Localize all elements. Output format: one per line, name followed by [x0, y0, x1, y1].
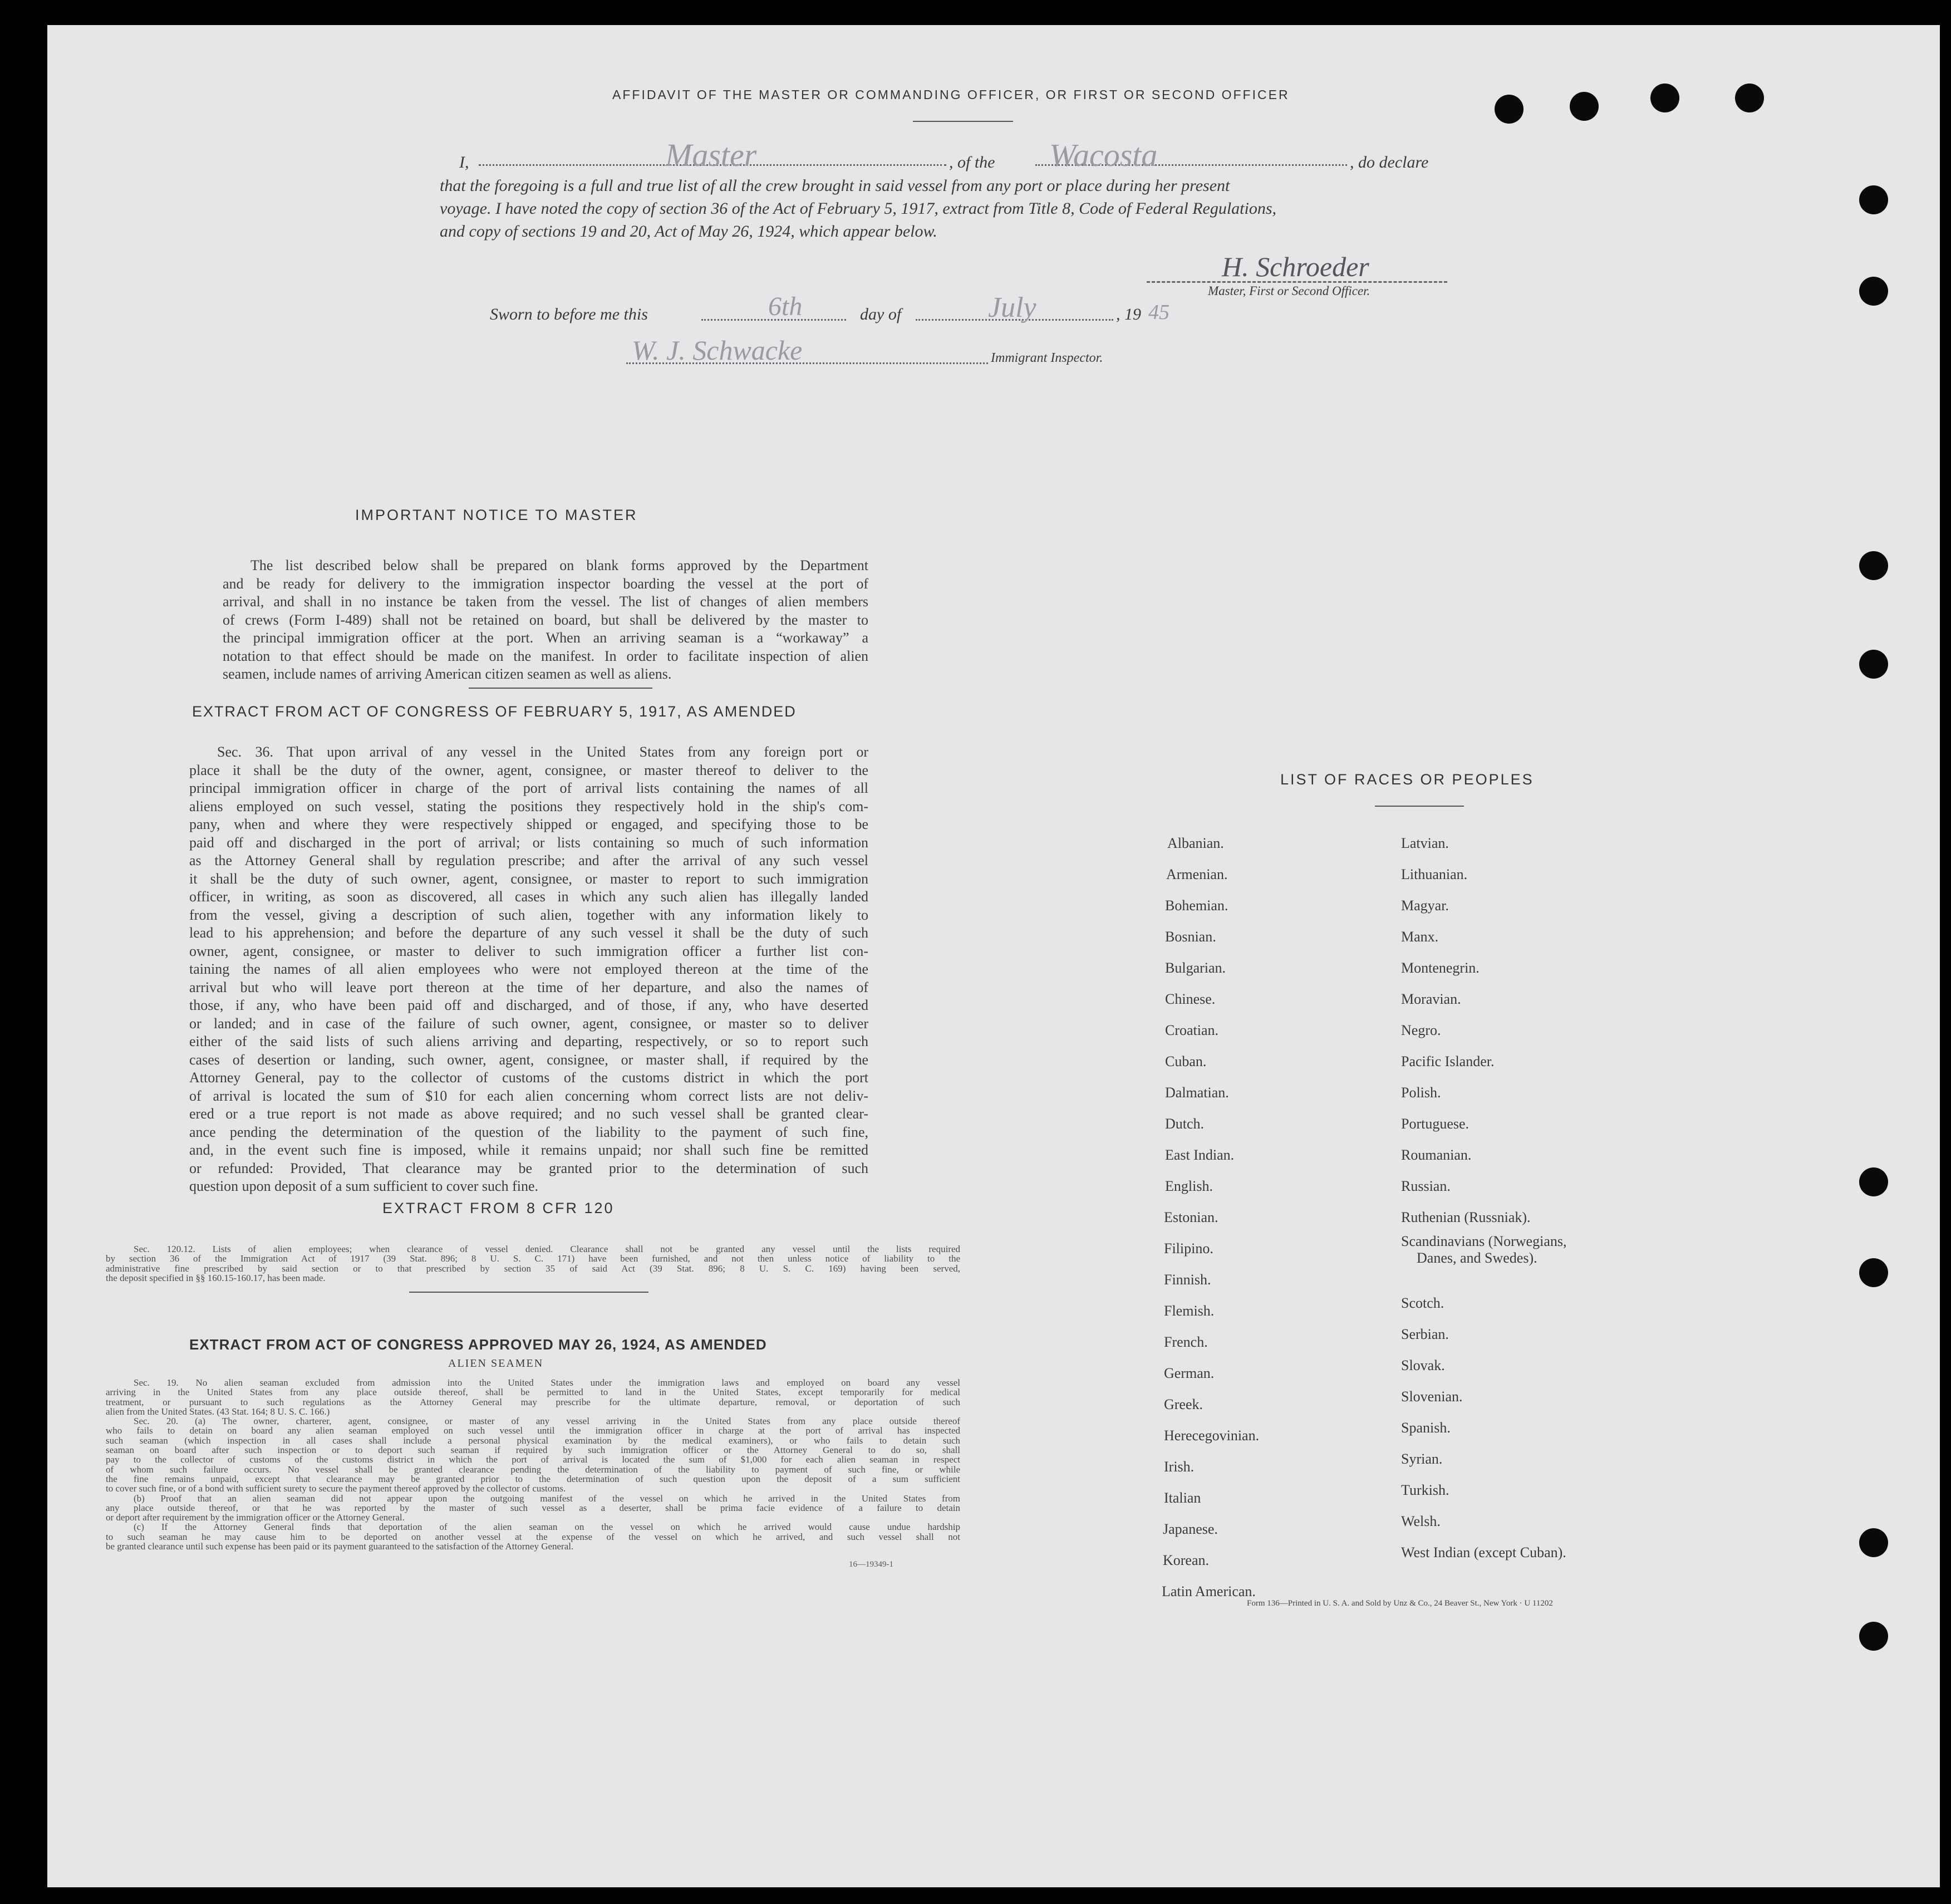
race-item: Slovak.	[1401, 1357, 1445, 1373]
punch-hole	[1859, 1528, 1888, 1557]
race-item: Moravian.	[1401, 991, 1461, 1007]
extract-1917-heading: EXTRACT FROM ACT OF CONGRESS OF FEBRUARY 5, 1917, AS AMENDED	[192, 703, 797, 720]
race-item: Korean.	[1163, 1552, 1210, 1568]
text-line: to cover such fine, or of a bond with sufficient surety to secure the payment thereof approved by the collector of customs.	[106, 1483, 566, 1494]
text-line: pay to the collector of customs of the customs district in which the port of arrival is located the sum of $1,000 for each alien seaman in respect	[106, 1454, 960, 1465]
extract-cfr-text	[106, 1244, 960, 1283]
race-item: Welsh.	[1401, 1513, 1441, 1529]
race-item: West Indian (except Cuban).	[1401, 1544, 1566, 1561]
text-line: arrival but who will leave port thereon at the time of her departure, and also the names of	[189, 979, 868, 995]
race-item: Albanian.	[1167, 835, 1224, 851]
declaration-line-3: and copy of sections 19 and 20, Act of May 26, 1924, which appear below.	[440, 222, 937, 241]
punch-hole	[1859, 1167, 1888, 1196]
vessel-name-field: Wacosta	[1049, 137, 1158, 173]
text-line: question upon deposit of a sum sufficient to cover such fine.	[189, 1178, 539, 1194]
divider	[913, 121, 1013, 122]
race-item: Latvian.	[1401, 835, 1449, 851]
race-item: Negro.	[1401, 1022, 1441, 1038]
notice-line: seamen, include names of arriving American citizen seamen as well as aliens.	[223, 666, 672, 682]
punch-hole	[1570, 92, 1599, 121]
race-item: Dutch.	[1165, 1116, 1205, 1132]
race-item: Filipino.	[1164, 1240, 1213, 1257]
race-item: Finnish.	[1164, 1272, 1211, 1288]
notice-line: The list described below shall be prepared on blank forms approved by the Department	[250, 557, 868, 573]
text-line: principal immigration officer in charge of the port of arrival lists containing the names of all	[189, 780, 868, 796]
signature-line	[1147, 253, 1447, 283]
text-line: of arrival is located the sum of $10 for each alien concerning whom correct lists are not deliv-	[189, 1087, 868, 1104]
race-item: Flemish.	[1164, 1303, 1215, 1319]
text-line: (c) If the Attorney General finds that deportation of the alien seaman on the vessel on which he arrived would cause undue hardship	[134, 1522, 960, 1533]
race-item: Japanese.	[1163, 1521, 1218, 1537]
race-item: Russian.	[1401, 1178, 1451, 1194]
text-line: the deposit specified in §§ 160.15-160.17, has been made.	[106, 1272, 326, 1283]
punch-hole	[1495, 95, 1524, 124]
race-item: Cuban.	[1165, 1053, 1207, 1069]
punch-hole	[1859, 650, 1888, 679]
punch-hole	[1859, 277, 1888, 306]
label-i: I,	[459, 153, 469, 171]
signature-caption: Master, First or Second Officer.	[1208, 284, 1370, 298]
text-line: (b) Proof that an alien seaman did not appear upon the outgoing manifest of the vessel on which he arrived in the United States from	[134, 1493, 960, 1504]
text-line: aliens employed on such vessel, stating the positions they respectively hold in the ship's com-	[189, 798, 868, 814]
text-line: be granted clearance until such expense has been paid or its payment guaranteed to the satisfaction of the Attorney General.	[106, 1541, 574, 1552]
text-line: treatment, or pursuant to such regulations as the Attorney General may prescribe for the ultimate departure, removal, or deportation of such	[106, 1396, 960, 1407]
notice-line: notation to that effect should be made on the manifest. In order to facilitate inspection of alien	[223, 647, 868, 664]
text-line: paid off and discharged in the port of arrival; or lists containing so much of such information	[189, 834, 868, 851]
races-heading: LIST OF RACES OR PEOPLES	[1280, 771, 1534, 788]
race-item: Chinese.	[1165, 991, 1216, 1007]
document-sheet	[47, 25, 1940, 1887]
text-line: ance pending the determination of the question of the liability to the payment of such fine,	[189, 1123, 868, 1140]
text-line: administrative fine prescribed by said section or to that prescribed by section 35 of said Act (39 Stat. 896; 8 U. S. C. 169) having been served,	[106, 1263, 960, 1274]
race-item: Greek.	[1164, 1396, 1203, 1412]
extract-cfr-heading: EXTRACT FROM 8 CFR 120	[382, 1200, 615, 1216]
text-line: lead to his apprehension; and before the departure of any such vessel it shall be the duty of such	[189, 925, 868, 941]
declaration-line-1: that the foregoing is a full and true list of all the crew brought in said vessel from any port or place during her present	[440, 176, 1230, 195]
race-item: Italian	[1164, 1490, 1201, 1506]
text-line: Sec. 20. (a) The owner, charterer, agent, consignee, or master of any vessel arriving in the United States from any place outside thereof	[134, 1416, 960, 1427]
text-line: Sec. 120.12. Lists of alien employees; when clearance of vessel denied. Clearance shall not be granted any vessel until the lists required	[134, 1244, 960, 1254]
race-item: East Indian.	[1165, 1147, 1235, 1163]
day-of-label: day of	[860, 305, 902, 323]
text-line: owner, agent, consignee, or master to deliver to such immigration officer a further list con-	[189, 943, 868, 959]
declaration-line-2: voyage. I have noted the copy of section 36 of the Act of February 5, 1917, extract from Title 8, Code of Federal Regulations,	[440, 199, 1277, 218]
form-footer: Form 136—Printed in U. S. A. and Sold by Unz & Co., 24 Beaver St., New York · U 11202	[1247, 1599, 1553, 1608]
divider	[1375, 806, 1464, 807]
form-code: 16—19349-1	[849, 1560, 893, 1569]
race-item: Croatian.	[1165, 1022, 1219, 1038]
race-item: Bosnian.	[1165, 929, 1216, 945]
race-item: Bulgarian.	[1165, 960, 1226, 976]
race-item: Danes, and Swedes).	[1417, 1250, 1537, 1266]
text-line: officer, in writing, as soon as discovered, all cases in which any such alien has illegally landed	[189, 889, 868, 905]
race-item: Serbian.	[1401, 1326, 1449, 1342]
race-item: Scotch.	[1401, 1295, 1444, 1311]
punch-hole	[1735, 84, 1764, 112]
text-line: who fails to detain on board any alien seaman employed on such vessel until the immigration officer in charge at the port of arrival has inspected	[106, 1425, 960, 1436]
race-item: Pacific Islander.	[1401, 1053, 1495, 1069]
race-item: Roumanian.	[1401, 1147, 1472, 1163]
text-line: any place outside thereof, or that he was reported by the master of such vessel as a deserter, shall be prima facie evidence of a failure to detain	[106, 1502, 960, 1513]
master-name-field: Master	[665, 137, 757, 173]
text-line: Sec. 36. That upon arrival of any vessel in the United States from any foreign port or	[217, 744, 868, 760]
race-item: Irish.	[1164, 1459, 1195, 1475]
text-line: or landed; and in case of the failure of such owner, agent, consignee, or master so to deliver	[189, 1015, 868, 1032]
master-signature: H. Schroeder	[1222, 251, 1369, 282]
text-line: of whom such failure occurs. No vessel shall be granted clearance pending the determination of the liability to payment of such fine, or while	[106, 1464, 960, 1475]
race-item: English.	[1165, 1178, 1213, 1194]
notice-line: and be ready for delivery to the immigration inspector boarding the vessel at the port of	[223, 575, 868, 592]
text-line: cases of desertion or landing, such owner, agent, consignee, or master shall, if required by the	[189, 1051, 868, 1068]
race-item: Polish.	[1401, 1085, 1441, 1101]
month-field: July	[988, 292, 1036, 323]
sworn-label: Sworn to before me this	[490, 305, 648, 323]
punch-hole	[1859, 1622, 1888, 1651]
year-prefix: , 19	[1116, 305, 1141, 323]
text-line: and, in the event such fine is imposed, while it remains unpaid; nor shall such fine be remitted	[189, 1142, 868, 1158]
notice-text	[223, 557, 868, 684]
text-line: seaman on board after such inspection or to deport such seaman if required by such immigration officer or the Attorney General to do so, shall	[106, 1445, 960, 1456]
race-item: Herecegovinian.	[1164, 1427, 1260, 1444]
text-line: either of the said lists of such aliens arriving and departing, respectively, or so to report such	[189, 1033, 868, 1049]
notice-heading: IMPORTANT NOTICE TO MASTER	[355, 507, 638, 523]
inspector-caption: Immigrant Inspector.	[991, 351, 1103, 365]
race-item: Latin American.	[1162, 1583, 1256, 1599]
label-of-the: , of the	[949, 153, 995, 171]
text-line: it shall be the duty of such owner, agent, consignee, or master to report to such immigration	[189, 870, 868, 887]
text-line: place it shall be the duty of the owner, agent, consignee, or master thereof to deliver to the	[189, 762, 868, 778]
text-line: Sec. 19. No alien seaman excluded from admission into the United States under the immigration laws and employed on board any vessel	[134, 1377, 960, 1388]
race-item: French.	[1164, 1334, 1208, 1350]
text-line: alien from the United States. (43 Stat. 164; 8 U. S. C. 166.)	[106, 1406, 330, 1417]
text-line: by section 36 of the Immigration Act of 1917 (39 Stat. 896; 8 U. S. C. 171) have been furnished, and not then unless notice of liability to the	[106, 1253, 960, 1264]
year-field: 45	[1148, 301, 1169, 324]
text-line: ered or a true report is not made as above required; and no such vessel shall be granted clear-	[189, 1106, 868, 1122]
divider	[409, 1292, 648, 1293]
race-item: Armenian.	[1166, 866, 1228, 882]
race-item: Slovenian.	[1401, 1388, 1463, 1405]
text-line: from the vessel, giving a description of such alien, together with any information likely to	[189, 906, 868, 923]
inspector-signature: W. J. Schwacke	[632, 335, 803, 366]
text-line: the fine remains unpaid, except that clearance may be granted prior to the determination of such question upon the deposit of a sum sufficient	[106, 1473, 960, 1484]
extract-1924-text	[106, 1378, 960, 1551]
text-line: those, if any, who have been paid off and discharged, and of those, if any, who have deserted	[189, 997, 868, 1013]
text-line: or refunded: Provided, That clearance may be granted prior to the determination of such	[189, 1160, 868, 1176]
text-line: or deport after requirement by the immigration officer or the Attorney General.	[106, 1512, 405, 1523]
race-item: Scandinavians (Norwegians,	[1401, 1233, 1567, 1249]
divider	[469, 688, 652, 689]
punch-hole	[1859, 185, 1888, 214]
notice-line: the principal immigration officer at the port. When an arriving seaman is a “workaway” a	[223, 630, 868, 646]
punch-hole	[1859, 1258, 1888, 1287]
label-do-declare: , do declare	[1350, 153, 1429, 171]
extract-1917-text	[189, 743, 868, 1196]
race-item: Magyar.	[1401, 897, 1449, 914]
race-item: Spanish.	[1401, 1420, 1451, 1436]
punch-hole	[1859, 551, 1888, 580]
inspector-line	[626, 342, 988, 364]
text-line: pany, when and where they were respectively shipped or engaged, and specifying those to be	[189, 816, 868, 832]
race-item: German.	[1164, 1365, 1215, 1381]
race-item: Dalmatian.	[1165, 1085, 1229, 1101]
race-item: Manx.	[1401, 929, 1439, 945]
race-item: Ruthenian (Russniak).	[1401, 1209, 1531, 1225]
text-line: to such seaman he may cause him to be deported on another vessel at the expense of the vessel on which he arrived, and such vessel shall not	[106, 1531, 960, 1542]
punch-hole	[1650, 84, 1679, 112]
extract-1924-subheading: ALIEN SEAMEN	[448, 1357, 544, 1370]
race-item: Estonian.	[1164, 1209, 1218, 1225]
race-item: Montenegrin.	[1401, 960, 1480, 976]
race-item: Lithuanian.	[1401, 866, 1468, 882]
race-item: Syrian.	[1401, 1451, 1443, 1467]
notice-line: arrival, and shall in no instance be taken from the vessel. The list of changes of alien members	[223, 593, 868, 610]
text-line: such seaman (which inspection in all cases shall include a personal physical examination by the medical examiners), or who fails to detain such	[106, 1435, 960, 1446]
race-item: Bohemian.	[1165, 897, 1228, 914]
text-line: arriving in the United States from any place outside thereof, shall be permitted to land in the United States, except temporarily for medical	[106, 1387, 960, 1398]
text-line: as the Attorney General shall by regulation prescribe; and after the arrival of any such vessel	[189, 852, 868, 868]
race-item: Turkish.	[1401, 1482, 1449, 1498]
race-item: Portuguese.	[1401, 1116, 1470, 1132]
affidavit-title: AFFIDAVIT OF THE MASTER OR COMMANDING OFFICER, OR FIRST OR SECOND OFFICER	[612, 87, 1290, 102]
notice-line: of crews (Form I-489) shall not be retained on board, but shall be delivered by the master to	[223, 611, 868, 628]
text-line: Attorney General, pay to the collector of customs of the customs district in which the port	[189, 1069, 868, 1086]
text-line: taining the names of all alien employees who were not employed thereon at the time of the	[189, 961, 868, 977]
day-field: 6th	[768, 292, 803, 321]
extract-1924-heading: EXTRACT FROM ACT OF CONGRESS APPROVED MAY 26, 1924, AS AMENDED	[189, 1336, 767, 1353]
